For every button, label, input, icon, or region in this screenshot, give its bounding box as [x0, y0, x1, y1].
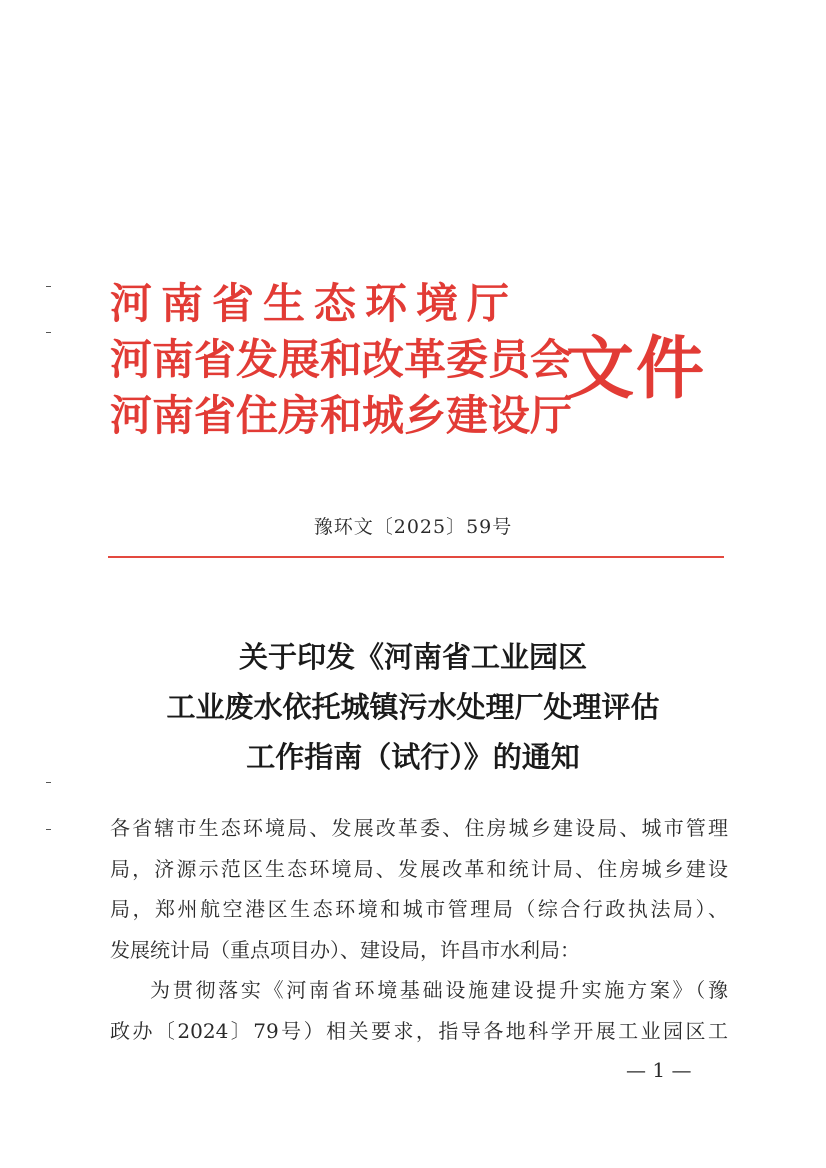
- scan-artifact-mark: [46, 782, 51, 783]
- document-title: [100, 632, 726, 782]
- issuer-development-reform-commission: 河南省发展和改革委员会: [110, 335, 573, 384]
- title-line: 关于印发《河南省工业园区: [238, 640, 587, 674]
- issuer-environment-department: 河南省生态环境厅: [110, 279, 519, 328]
- document-type-label: 文件: [566, 330, 707, 409]
- document-number: 豫环文〔2025〕59号: [313, 516, 513, 538]
- body-line: 各省辖市生态环境局、发展改革委、住房城乡建设局、城市管理: [110, 816, 728, 840]
- body-line: 为贯彻落实《河南省环境基础设施建设提升实施方案》（豫: [150, 978, 728, 1002]
- scan-artifact-mark: [46, 332, 51, 333]
- title-line: 工业废水依托城镇污水处理厂处理评估: [166, 690, 660, 724]
- body-line: 局，济源示范区生态环境局、发展改革和统计局、住房城乡建设: [110, 856, 728, 881]
- document-body: [110, 808, 728, 1051]
- red-separator-line: [108, 556, 724, 558]
- issuing-authorities: [110, 276, 573, 444]
- title-line: 工作指南（试行）》的通知: [246, 740, 580, 774]
- body-line: 政办〔2024〕79号）相关要求，指导各地科学开展工业园区工: [110, 1018, 728, 1043]
- issuer-housing-construction-department: 河南省住房和城乡建设厅: [110, 391, 573, 440]
- scan-artifact-mark: [46, 829, 51, 830]
- body-line: 发展统计局（重点项目办）、建设局，许昌市水利局：: [110, 937, 580, 962]
- scan-artifact-mark: [46, 286, 51, 287]
- page-number: — 1 —: [626, 1058, 692, 1082]
- body-line: 局，郑州航空港区生态环境和城市管理局（综合行政执法局）、: [110, 897, 728, 921]
